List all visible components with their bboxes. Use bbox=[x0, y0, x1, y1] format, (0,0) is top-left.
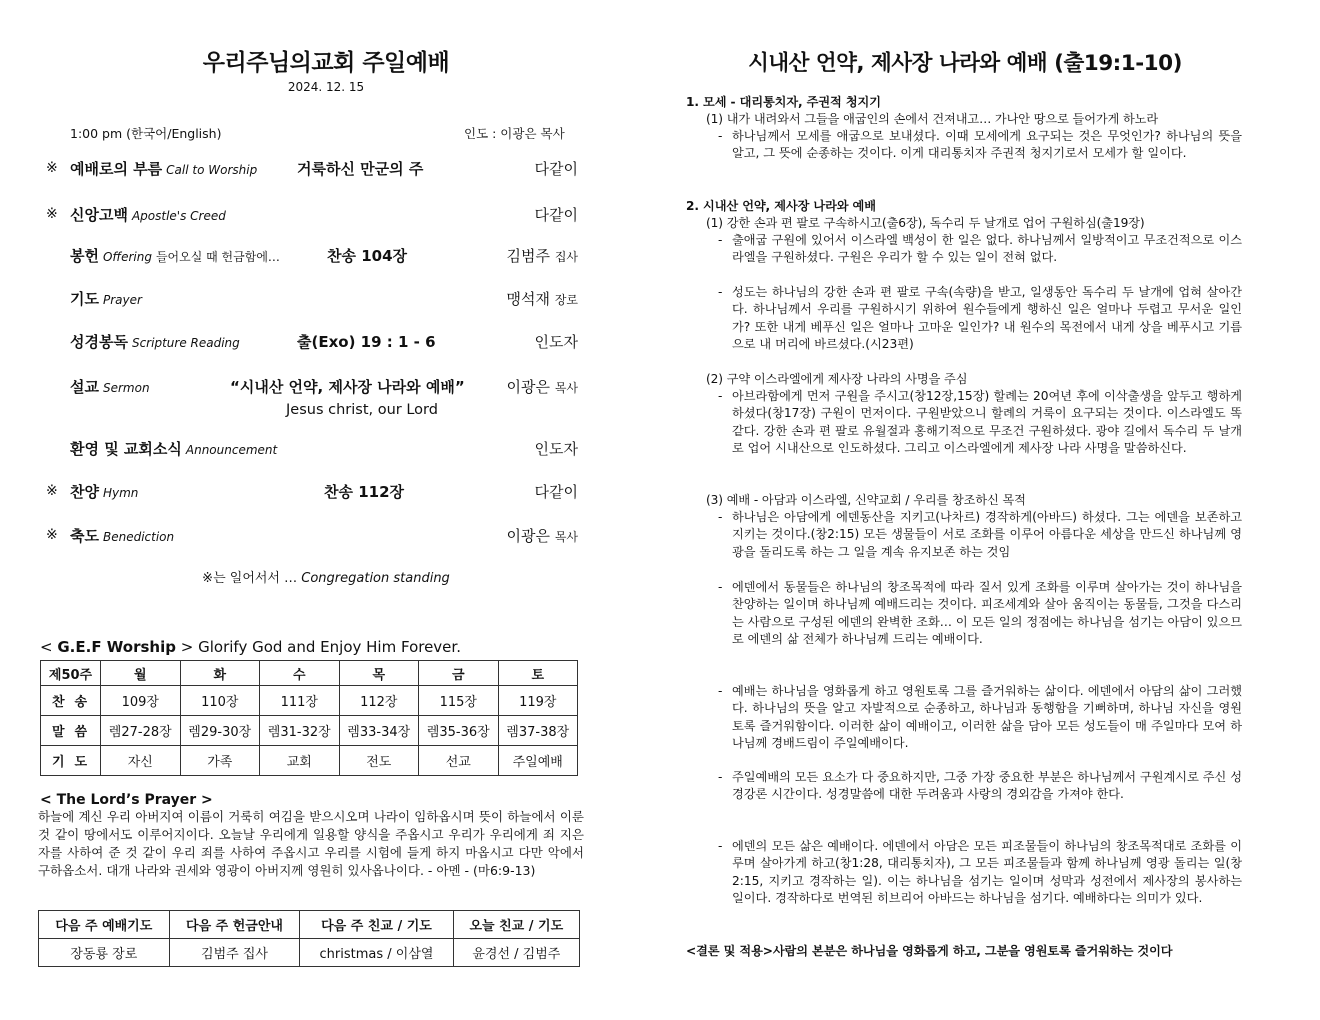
table-header: 수 bbox=[260, 661, 340, 686]
order-item-en: Announcement bbox=[185, 443, 278, 457]
lords-prayer-heading: < The Lord’s Prayer > bbox=[40, 792, 213, 808]
order-offering bbox=[0, 245, 600, 271]
order-item-detail: 찬송 104장 bbox=[327, 247, 408, 265]
standing-mark: ※ bbox=[46, 206, 58, 222]
section-2-point-3-detail-1 bbox=[718, 509, 1242, 561]
order-item-ko: 환영 및 교회소식 bbox=[70, 440, 182, 458]
sermon-subtitle: Jesus christ, our Lord bbox=[286, 402, 438, 418]
paragraph-text: 하나님께서 모세를 애굽으로 보내셨다. 이때 모세에게 요구되는 것은 무엇인가? 하나님의 뜻을 알고, 그 뜻에 순종하는 것이다. 이게 대리통치자 주권적 청지기로서 모세가 할 일이다. bbox=[732, 129, 1242, 161]
order-hymn bbox=[0, 481, 600, 507]
table-cell: 김범주 집사 bbox=[169, 939, 300, 967]
table-cell: 112장 bbox=[339, 686, 419, 716]
service-leader: 인도 : 이광은 목사 bbox=[464, 126, 565, 141]
paragraph-text: 성도는 하나님의 강한 손과 편 팔로 구속(속량)을 받고, 일생동안 독수리 두 날개에 업혀 살아간다. 하나님께서 우리를 구원하시기 위하여 원수들에게 행하신 일은 얼마나 두렵고 무서운 일인가? 또한 내게 베푸신 일은 얼마나 고마운 일인가? 내 원수의 목전에서 내게 상을 베푸시고 기름으로 내 머리에 바르셨다.(시23편) bbox=[732, 285, 1242, 352]
bullet-dash: - bbox=[718, 580, 723, 594]
table-header: 오늘 친교 / 기도 bbox=[453, 911, 579, 939]
table-cell: 렘37-38장 bbox=[498, 716, 578, 746]
table-cell: 렘35-36장 bbox=[419, 716, 499, 746]
order-item-note: 들어오실 때 헌금함에… bbox=[155, 250, 280, 264]
order-item-person: 이광은 bbox=[506, 527, 551, 545]
section-2-point-3-detail-5 bbox=[718, 838, 1242, 908]
paragraph-text: 에덴에서 동물들은 하나님의 창조목적에 따라 질서 있게 조화를 이루며 살아가는 것이 하나님을 찬양하는 일이며 하나님께 예배드리는 것이다. 피조세계와 살아 움직이는 동물들, 그것을 다스리는 사람으로 구성된 에덴의 완벽한 조화… 이 모든 일의 정점에는 하나님을 섬기는 아담이 있으므로 에덴의 삶 전체가 하나님께 드리는 예배이다. bbox=[732, 580, 1242, 647]
bulletin-title: 우리주님의교회 주일예배 bbox=[202, 50, 450, 76]
standing-note bbox=[0, 567, 652, 586]
table-cell: 전도 bbox=[339, 746, 419, 776]
table-cell: 가족 bbox=[180, 746, 260, 776]
bullet-dash: - bbox=[718, 510, 723, 524]
order-benediction bbox=[0, 525, 600, 551]
order-item-en: Call to Worship bbox=[166, 163, 258, 177]
table-cell: 장동룡 장로 bbox=[39, 939, 170, 967]
table-cell: 110장 bbox=[180, 686, 260, 716]
order-announcement bbox=[0, 438, 600, 464]
section-1-point-1-detail bbox=[718, 128, 1242, 163]
order-item-person: 다같이 bbox=[534, 160, 578, 178]
order-item-en: Benediction bbox=[102, 530, 175, 544]
table-header: 화 bbox=[180, 661, 260, 686]
sermon-outline-title: 시내산 언약, 제사장 나라와 예배 (출19:1-10) bbox=[748, 51, 1182, 76]
gef-title: G.E.F Worship bbox=[57, 638, 176, 656]
table-cell: 렘31-32장 bbox=[260, 716, 340, 746]
order-item-ko: 성경봉독 bbox=[70, 333, 128, 351]
sermon-title: “시내산 언약, 제사장 나라와 예배” bbox=[230, 378, 465, 396]
order-item-detail: 거룩하신 만군의 주 bbox=[297, 160, 424, 178]
order-item-en: Hymn bbox=[102, 486, 139, 500]
gef-open: < bbox=[40, 638, 53, 656]
table-header-row bbox=[41, 661, 578, 686]
table-header: 다음 주 친교 / 기도 bbox=[300, 911, 453, 939]
table-cell: 119장 bbox=[498, 686, 578, 716]
order-item-detail: 찬송 112장 bbox=[324, 483, 405, 501]
paragraph-text: 에덴의 모든 삶은 예배이다. 에덴에서 아담은 모든 피조물들이 하나님의 창조목적대로 조화를 이루며 살아가게 하고(창1:28, 대리통치자), 그 모든 피조물들과 함께 하나님께 영광 돌리는 일(창2:15, 지키고 경작하는 일). 이는 하나님을 섬기는 일이며 성막과 성전에서 제사장의 봉사하는 일이다. 경작하다로 번역된 히브리어 아바드는 하나님을 섬기다. 예배하다는 의미가 있다. bbox=[732, 839, 1242, 906]
order-item-person: 인도자 bbox=[534, 333, 578, 351]
order-item-ko: 예배로의 부름 bbox=[70, 160, 163, 178]
order-item-ko: 신앙고백 bbox=[70, 206, 128, 224]
order-item-person: 이광은 bbox=[506, 378, 551, 396]
row-label: 말씀 bbox=[41, 716, 101, 746]
section-2-point-2-detail bbox=[718, 388, 1242, 458]
lords-prayer-text: 하늘에 계신 우리 아버지여 이름이 거룩히 여김을 받으시오며 나라이 임하옵시며 뜻이 하늘에서 이룬 것 같이 땅에서도 이루어지이다. 오늘날 우리에게 일용할 양식을 주옵시고 우리가 우리에게 죄 지은 자를 사하여 준 것 같이 우리 죄를 사하여 주옵시고 우리를 시험에 들게 하지 마옵시고 다만 악에서 구하옵소서. 대개 나라와 권세와 영광이 아버지께 영원히 있사옵나이다. - 아멘 - (마6:9-13) bbox=[38, 809, 584, 878]
paragraph-text: 주일예배의 모든 요소가 다 중요하지만, 그중 가장 중요한 부분은 하나님께서 구원계시로 주신 성경강론 시간이다. 성경말씀에 대한 두려움과 사랑의 경외감을 가져야 한다. bbox=[732, 770, 1242, 802]
table-header: 제50주 bbox=[41, 661, 101, 686]
table-header: 월 bbox=[101, 661, 181, 686]
order-sermon bbox=[0, 376, 600, 402]
weekly-reading-table bbox=[40, 660, 578, 776]
person-title: 목사 bbox=[554, 530, 578, 544]
bullet-dash: - bbox=[718, 684, 723, 698]
bullet-dash: - bbox=[718, 770, 723, 784]
order-item-person: 맹석재 bbox=[506, 290, 551, 308]
person-title: 집사 bbox=[554, 250, 578, 264]
table-cell: 렘33-34장 bbox=[339, 716, 419, 746]
table-cell: 렘29-30장 bbox=[180, 716, 260, 746]
order-item-ko: 설교 bbox=[70, 378, 99, 396]
order-item-en: Apostle's Creed bbox=[131, 209, 226, 223]
order-item-person: 김범주 bbox=[506, 247, 551, 265]
table-header: 다음 주 헌금안내 bbox=[169, 911, 300, 939]
table-cell: 교회 bbox=[260, 746, 340, 776]
bullet-dash: - bbox=[718, 389, 723, 403]
gef-close: > bbox=[180, 638, 194, 656]
order-item-detail: 출(Exo) 19 : 1 - 6 bbox=[297, 333, 436, 351]
table-row bbox=[41, 686, 578, 716]
standing-mark: ※ bbox=[46, 160, 58, 176]
section-2-point-3-detail-2 bbox=[718, 579, 1242, 649]
table-cell: 111장 bbox=[260, 686, 340, 716]
standing-note-en: Congregation standing bbox=[301, 571, 450, 586]
table-header: 토 bbox=[498, 661, 578, 686]
bullet-dash: - bbox=[718, 129, 723, 143]
table-cell: 109장 bbox=[101, 686, 181, 716]
paragraph-text: 하나님은 아담에게 에덴동산을 지키고(나차르) 경작하게(아바드) 하셨다. 그는 에덴을 보존하고 지키는 것이다.(창2:15) 모든 생물들이 서로 조화를 이루어 아름다운 세상을 만드신 하나님께 영광을 돌리도록 하는 그 일을 계속 유지보존 하는 것임 bbox=[732, 510, 1242, 559]
table-cell: 주일예배 bbox=[498, 746, 578, 776]
section-2-point-2: (2) 구약 이스라엘에게 제사장 나라의 사명을 주심 bbox=[706, 372, 968, 386]
section-2-heading: 2. 시내산 언약, 제사장 나라와 예배 bbox=[686, 199, 876, 213]
standing-mark: ※ bbox=[46, 527, 58, 543]
table-row bbox=[41, 716, 578, 746]
order-call-to-worship bbox=[0, 158, 600, 184]
section-2-point-1-detail-2 bbox=[718, 284, 1242, 354]
service-time: 1:00 pm (한국어/English) bbox=[70, 126, 222, 141]
standing-mark: ※ bbox=[46, 483, 58, 499]
person-title: 장로 bbox=[554, 293, 578, 307]
table-cell: 115장 bbox=[419, 686, 499, 716]
order-prayer bbox=[0, 288, 600, 314]
row-label: 기도 bbox=[41, 746, 101, 776]
order-item-person: 다같이 bbox=[534, 206, 578, 224]
section-1-heading: 1. 모세 - 대리통치자, 주권적 청지기 bbox=[686, 95, 881, 109]
person-title: 목사 bbox=[554, 381, 578, 395]
order-item-ko: 기도 bbox=[70, 290, 99, 308]
gef-motto: Glorify God and Enjoy Him Forever. bbox=[198, 638, 461, 656]
table-cell: 윤경선 / 김범주 bbox=[453, 939, 579, 967]
paragraph-text: 출애굽 구원에 있어서 이스라엘 백성이 한 일은 없다. 하나님께서 일방적이고 무조건적으로 이스라엘을 구원하셨다. 구원은 우리가 할 수 있는 일이 전혀 없다. bbox=[732, 233, 1242, 265]
table-header: 금 bbox=[419, 661, 499, 686]
order-item-en: Scripture Reading bbox=[131, 336, 240, 350]
order-item-ko: 축도 bbox=[70, 527, 99, 545]
section-2-point-3: (3) 예배 - 아담과 이스라엘, 신약교회 / 우리를 창조하신 목적 bbox=[706, 493, 1026, 507]
row-label: 찬송 bbox=[41, 686, 101, 716]
order-item-person: 인도자 bbox=[534, 440, 578, 458]
section-2-point-3-detail-3 bbox=[718, 683, 1242, 753]
bullet-dash: - bbox=[718, 233, 723, 247]
table-row bbox=[41, 746, 578, 776]
next-week-table bbox=[38, 910, 580, 967]
table-cell: christmas / 이삼열 bbox=[300, 939, 453, 967]
table-row bbox=[39, 939, 580, 967]
service-date: 2024. 12. 15 bbox=[287, 80, 365, 94]
order-item-ko: 찬양 bbox=[70, 483, 99, 501]
table-header: 다음 주 예배기도 bbox=[39, 911, 170, 939]
table-cell: 렘27-28장 bbox=[101, 716, 181, 746]
order-creed bbox=[0, 204, 600, 230]
section-2-point-1: (1) 강한 손과 편 팔로 구속하시고(출6장), 독수리 두 날개로 업어 구원하심(출19장) bbox=[706, 216, 1145, 230]
gef-heading bbox=[40, 638, 461, 656]
order-item-person: 다같이 bbox=[534, 483, 578, 501]
conclusion: <결론 및 적용>사람의 본분은 하나님을 영화롭게 하고, 그분을 영원토록 즐거워하는 것이다 bbox=[686, 944, 1173, 958]
section-2-point-1-detail-1 bbox=[718, 232, 1242, 267]
table-header: 목 bbox=[339, 661, 419, 686]
standing-note-ko: ※는 일어서서 … bbox=[202, 571, 298, 586]
bullet-dash: - bbox=[718, 839, 723, 853]
section-1-point-1: (1) 내가 내려와서 그들을 애굽인의 손에서 건져내고… 가나안 땅으로 들어가게 하노라 bbox=[706, 112, 1159, 126]
order-item-en: Prayer bbox=[102, 293, 142, 307]
order-item-ko: 봉헌 bbox=[70, 247, 99, 265]
order-scripture bbox=[0, 331, 600, 357]
section-2-point-3-detail-4 bbox=[718, 769, 1242, 804]
table-cell: 선교 bbox=[419, 746, 499, 776]
table-header-row bbox=[39, 911, 580, 939]
paragraph-text: 아브라함에게 먼저 구원을 주시고(창12장,15장) 할례는 20여년 후에 이삭출생을 앞두고 행하게 하셨다(창17장) 구원이 먼저이다. 구원받았으니 할례의 거룩이 요구되는 것이다. 이스라엘도 똑같다. 강한 손과 편 팔로 유월절과 홍해기적으로 무조건 구원하셨다. 광야 길에서 독수리 두 날개로 업어 시내산으로 인도하셨다. 그리고 이스라엘에게 제사장 나라 사명을 말씀하신다. bbox=[732, 389, 1242, 456]
order-item-en: Sermon bbox=[102, 381, 150, 395]
table-cell: 자신 bbox=[101, 746, 181, 776]
paragraph-text: 예배는 하나님을 영화롭게 하고 영원토록 그를 즐거워하는 삶이다. 에덴에서 아담의 삶이 그러했다. 하나님의 뜻을 알고 자발적으로 순종하고, 하나님과 동행함을 기뻐하며, 하나님 자신을 영원토록 즐거워함이다. 이러한 삶이 예배이고, 이러한 삶을 담아 모든 성도들이 매 주일마다 모여 하나님께 경배드림이 주일예배이다. bbox=[732, 684, 1242, 751]
bullet-dash: - bbox=[718, 285, 723, 299]
order-item-en: Offering bbox=[102, 250, 152, 264]
